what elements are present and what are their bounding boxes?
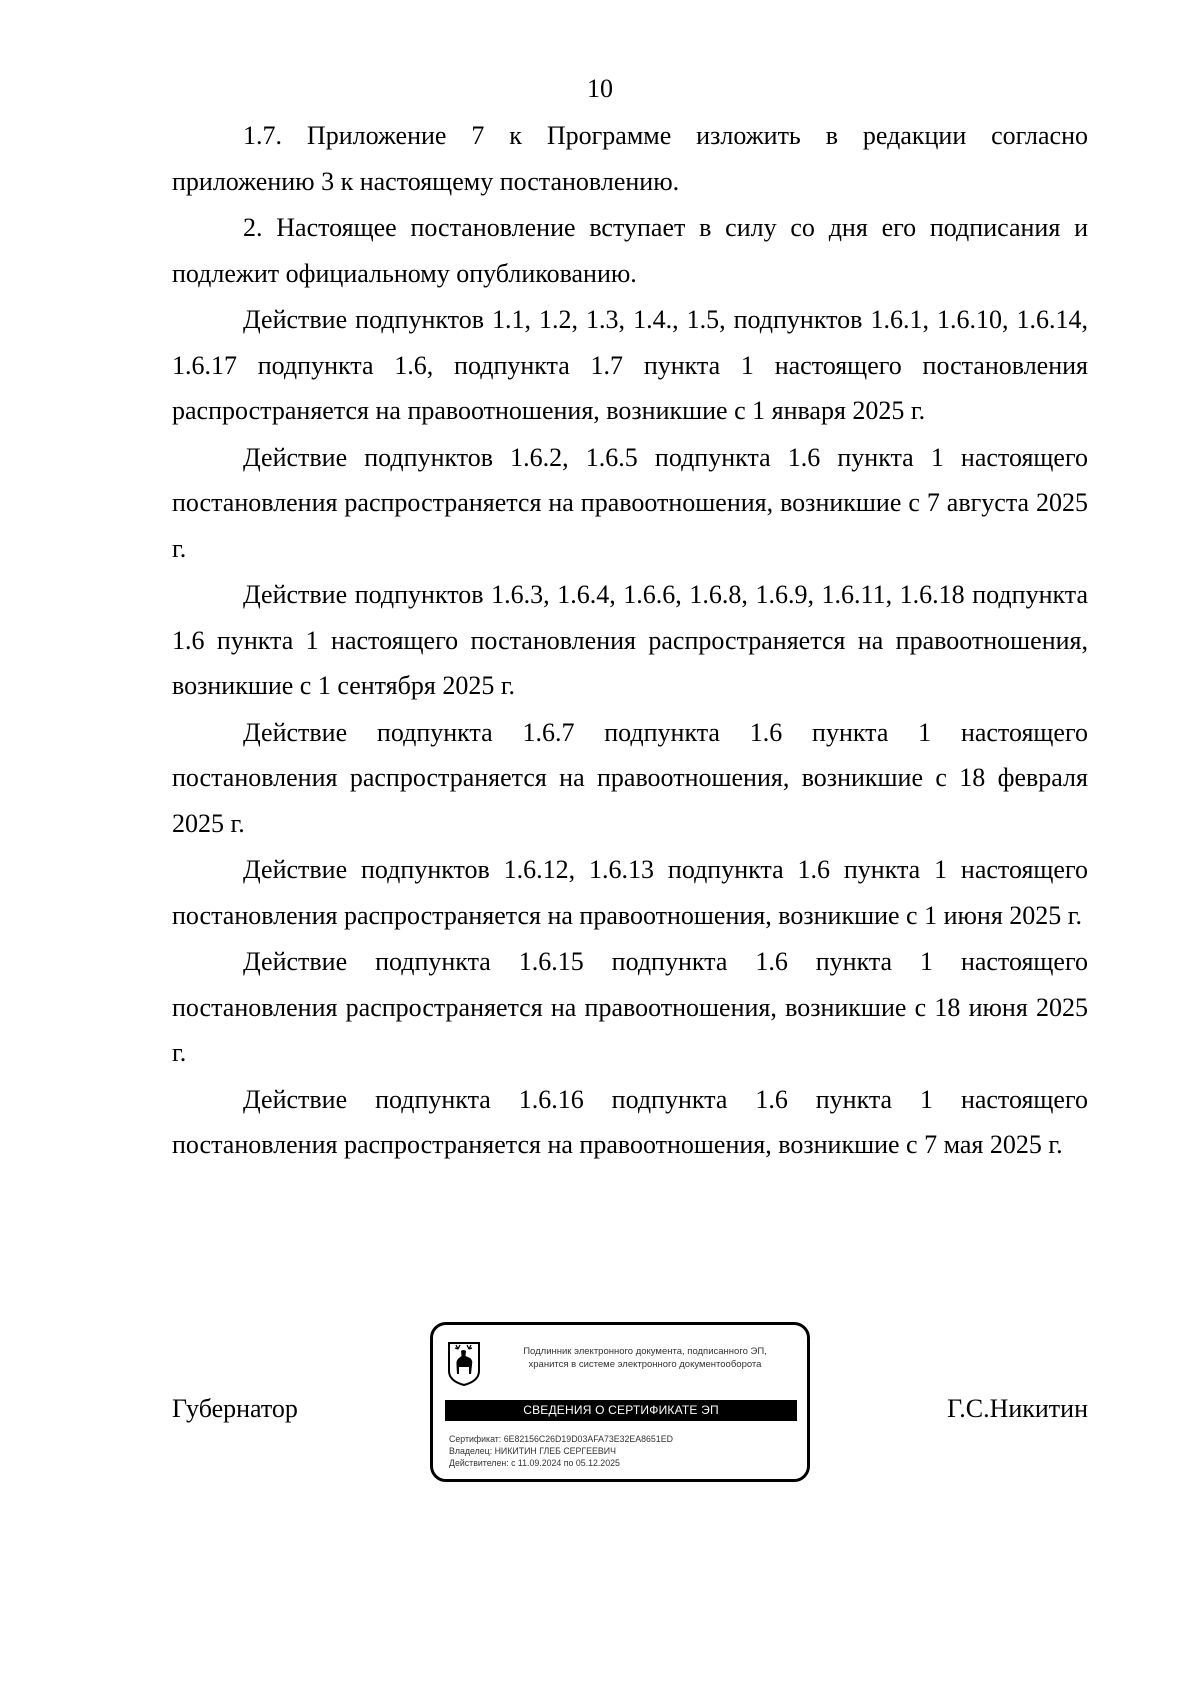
paragraph-effect-jun18: Действие подпункта 1.6.15 подпункта 1.6 пункта 1 настоящего постановления распространяется на правоотношения, возникшие с 18 июня 2025 г. <box>172 947 1088 1067</box>
paragraph-effect-may: Действие подпункта 1.6.16 подпункта 1.6 пункта 1 настоящего постановления распространяется на правоотношения, возникшие с 7 мая 2025 г. <box>172 1084 1088 1159</box>
stamp-header-line-1: Подлинник электронного документа, подписанного ЭП, <box>523 1346 767 1357</box>
paragraph-effect-jan: Действие подпунктов 1.1, 1.2, 1.3, 1.4., 1.5, подпунктов 1.6.1, 1.6.10, 1.6.14, 1.6.17 подпункта 1.6, подпункта 1.7 пункта 1 настоящего постановления распространяется на правоотношения, возникшие с 1 января 2025 г. <box>172 305 1088 425</box>
document-body <box>172 113 1088 1169</box>
signature-name: Г.С.Никитин <box>947 1394 1088 1423</box>
deer-coat-of-arms-icon <box>447 1341 481 1387</box>
signature-title: Губернатор <box>172 1394 298 1423</box>
page-number: 10 <box>587 74 613 103</box>
electronic-signature-stamp <box>430 1322 810 1482</box>
stamp-details <box>449 1433 799 1469</box>
stamp-validity: Действителен: с 11.09.2024 по 05.12.2025 <box>449 1458 620 1468</box>
stamp-header <box>489 1345 801 1371</box>
paragraph-2: 2. Настоящее постановление вступает в силу со дня его подписания и подлежит официальному опубликованию. <box>172 213 1088 288</box>
paragraph-effect-sep: Действие подпунктов 1.6.3, 1.6.4, 1.6.6, 1.6.8, 1.6.9, 1.6.11, 1.6.18 подпункта 1.6 пункта 1 настоящего постановления распространяется на правоотношения, возникшие с 1 сентября 2025 г. <box>172 580 1088 700</box>
stamp-owner: Владелец: НИКИТИН ГЛЕБ СЕРГЕЕВИЧ <box>449 1446 616 1456</box>
paragraph-effect-aug: Действие подпунктов 1.6.2, 1.6.5 подпункта 1.6 пункта 1 настоящего постановления распространяется на правоотношения, возникшие с 7 августа 2025 г. <box>172 442 1088 563</box>
stamp-header-line-2: хранится в системе электронного документооборота <box>528 1359 762 1370</box>
stamp-certificate-bar: СВЕДЕНИЯ О СЕРТИФИКАТЕ ЭП <box>445 1400 797 1421</box>
paragraph-effect-feb: Действие подпункта 1.6.7 подпункта 1.6 пункта 1 настоящего постановления распространяется на правоотношения, возникшие с 18 февраля 2025 г. <box>172 717 1088 838</box>
stamp-certificate-id: Сертификат: 6E82156C26D19D03AFA73E32EA8651ED <box>449 1434 673 1444</box>
paragraph-1-7: 1.7. Приложение 7 к Программе изложить в редакции согласно приложению 3 к настоящему постановлению. <box>172 121 1088 196</box>
paragraph-effect-jun1: Действие подпунктов 1.6.12, 1.6.13 подпункта 1.6 пункта 1 настоящего постановления распространяется на правоотношения, возникшие с 1 июня 2025 г. <box>172 855 1088 930</box>
